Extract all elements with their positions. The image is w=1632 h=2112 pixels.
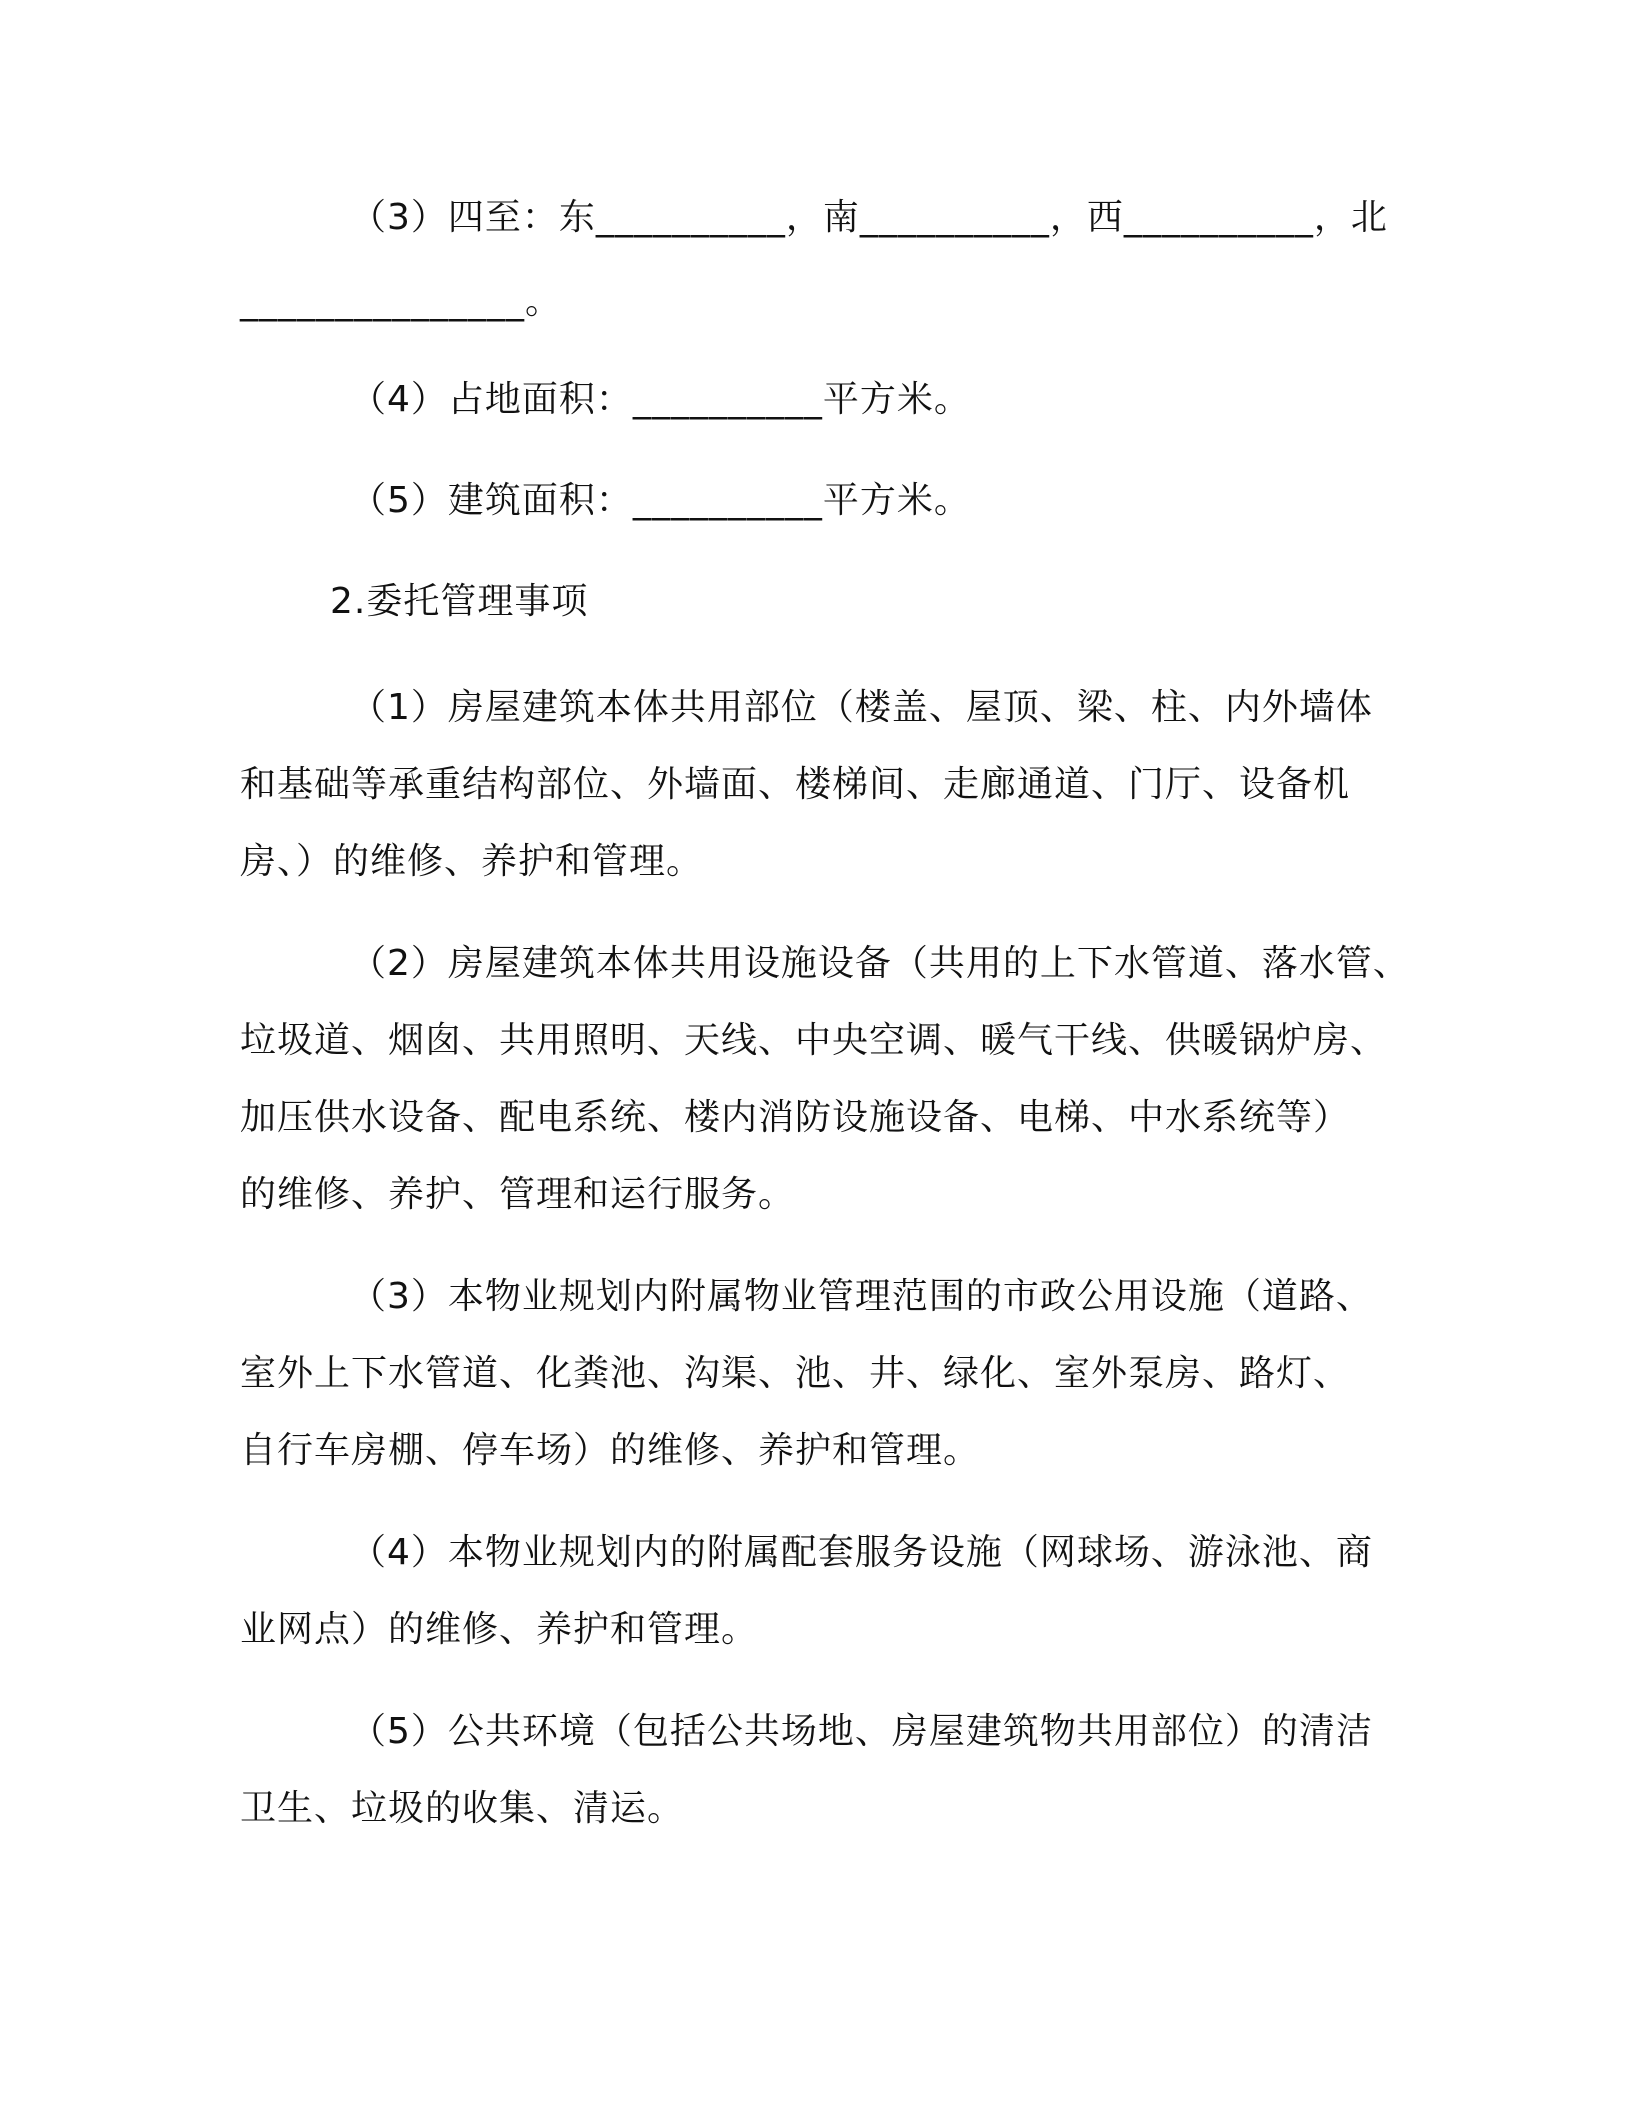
- boundaries-line: （3）四至：东__________，南__________，西__________，北: [350, 197, 1388, 238]
- item-2-line-4: 的维修、养护、管理和运行服务。: [240, 1174, 796, 1215]
- floor-area-line: （5）建筑面积：__________平方米。: [350, 480, 971, 521]
- item-2-line-1: （2）房屋建筑本体共用设施设备（共用的上下水管道、落水管、: [350, 943, 1410, 984]
- item-1-line-1: （1）房屋建筑本体共用部位（楼盖、屋顶、梁、柱、内外墙体: [350, 687, 1373, 728]
- item-3-line-2: 室外上下水管道、化粪池、沟渠、池、井、绿化、室外泵房、路灯、: [240, 1353, 1351, 1394]
- section-heading: 2.委托管理事项: [330, 581, 589, 622]
- item-2-line-3: 加压供水设备、配电系统、楼内消防设施设备、电梯、中水系统等）: [240, 1097, 1351, 1138]
- item-5-line-2: 卫生、垃圾的收集、清运。: [240, 1788, 685, 1829]
- land-area-line: （4）占地面积：__________平方米。: [350, 379, 971, 420]
- item-2-line-2: 垃圾道、烟囱、共用照明、天线、中央空调、暖气干线、供暖锅炉房、: [240, 1020, 1388, 1061]
- item-5-line-1: （5）公共环境（包括公共场地、房屋建筑物共用部位）的清洁: [350, 1711, 1373, 1752]
- item-1-line-3: 房、）的维修、养护和管理。: [240, 841, 704, 882]
- boundaries-line-cont: _______________。: [240, 281, 562, 322]
- item-4-line-1: （4）本物业规划内的附属配套服务设施（网球场、游泳池、商: [350, 1532, 1373, 1573]
- item-1-line-2: 和基础等承重结构部位、外墙面、楼梯间、走廊通道、门厅、设备机: [240, 764, 1351, 805]
- item-3-line-1: （3）本物业规划内附属物业管理范围的市政公用设施（道路、: [350, 1276, 1373, 1317]
- item-3-line-3: 自行车房棚、停车场）的维修、养护和管理。: [240, 1430, 981, 1471]
- item-4-line-2: 业网点）的维修、养护和管理。: [240, 1609, 759, 1650]
